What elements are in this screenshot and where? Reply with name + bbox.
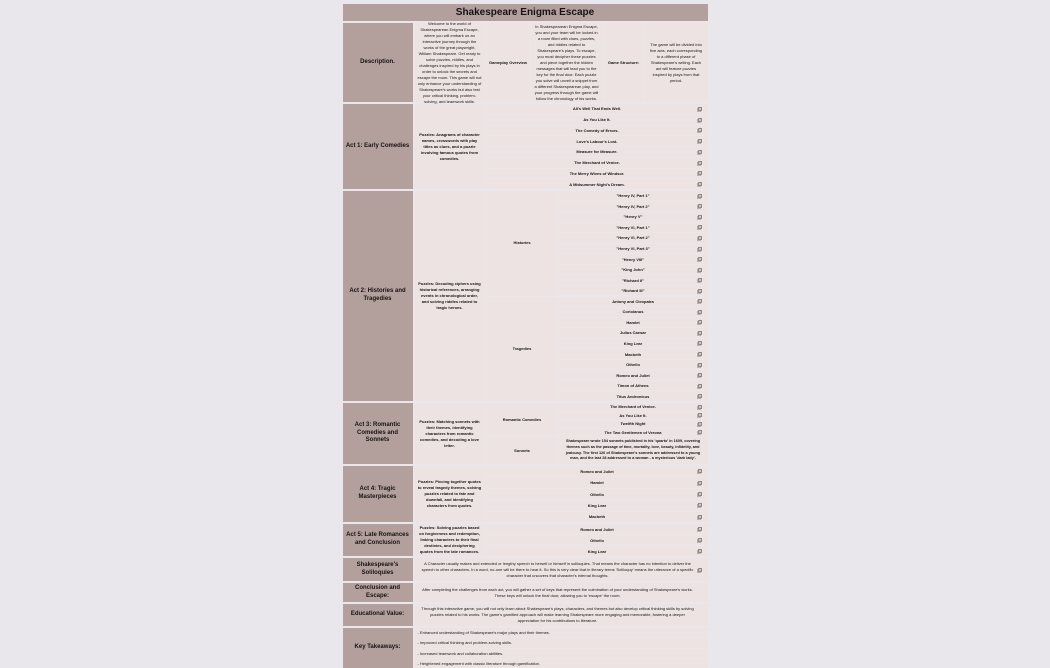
romantic-comedies-play-list	[559, 403, 708, 436]
play-title: "Henry IV, Part 1"	[616, 193, 650, 199]
takeaways-row	[343, 628, 708, 668]
play-row	[559, 349, 708, 359]
play-row	[559, 420, 708, 428]
play-row	[559, 191, 708, 201]
educational-label: Educational Value:	[343, 604, 413, 626]
conclusion-text: After completing the challenges from each act, you will gather a set of keys that represent the culmination of your understanding of Shakespeare's works. These keys will unlock the final door, allowing you to 'escape' the room.	[414, 583, 708, 602]
sonnets-label: Sonnets	[487, 437, 558, 464]
copy-icon[interactable]	[698, 352, 702, 356]
copy-icon[interactable]	[698, 171, 702, 175]
play-row	[559, 223, 708, 233]
play-title: Measure for Measure.	[576, 149, 618, 155]
play-row	[487, 104, 708, 114]
takeaway-item	[414, 638, 708, 647]
copy-icon[interactable]	[698, 204, 702, 208]
sonnets-group	[487, 437, 708, 464]
takeaway-text: - Heightened engagement with classic literature through gamification.	[417, 660, 541, 666]
act4-row	[343, 466, 708, 522]
play-title: The Comedy of Errors.	[575, 127, 619, 133]
takeaways-list	[414, 628, 708, 668]
copy-icon[interactable]	[698, 150, 702, 154]
shakespeare-enigma-table	[343, 4, 708, 668]
copy-icon[interactable]	[698, 331, 702, 335]
copy-icon[interactable]	[698, 503, 702, 507]
act3-puzzles-text: Puzzles: Matching sonnets with their themes, identifying characters from romantic comedies, and decoding a love letter.	[414, 403, 486, 464]
play-row	[559, 429, 708, 437]
play-title: "Henry VI, Part 2"	[616, 235, 650, 241]
copy-icon[interactable]	[698, 549, 702, 553]
act4-label: Act 4: Tragic Masterpieces	[343, 466, 413, 522]
play-title: "Richard II"	[621, 277, 645, 283]
play-row	[559, 318, 708, 328]
description-welcome-text: Welcome to the world of Shakespearean Enigma Escape, where you will embark on an interactive journey through the works of the great playwright, William Shakespeare. Get ready to solve puzzles, riddles, and challenges inspired by his plays in order to unlock the secrets and escape the room. This game will not only enhance your understanding of Shakespeare's works but also test your critical thinking, problem-solving, and teamwork skills.	[414, 23, 486, 102]
play-row	[559, 328, 708, 338]
copy-icon[interactable]	[698, 373, 702, 377]
copy-icon[interactable]	[698, 268, 702, 272]
play-title: Macbeth	[588, 514, 606, 520]
play-row	[559, 381, 708, 391]
educational-text: Through this interactive game, you will not only learn about Shakespeare's plays, characters, and themes but also develop critical thinking skills by solving puzzles related to his works. The game's gamified approach will make learning Shakespeare more engaging and memorable, fostering a deeper appreciation for his contributions to literature.	[414, 604, 708, 626]
copy-icon[interactable]	[698, 289, 702, 293]
copy-icon[interactable]	[698, 422, 702, 426]
act3-groups	[487, 403, 708, 464]
act3-row	[343, 403, 708, 464]
act5-row	[343, 524, 708, 556]
copy-icon[interactable]	[698, 413, 702, 417]
play-title: Coriolanus	[622, 309, 644, 315]
copy-icon[interactable]	[698, 320, 702, 324]
histories-play-list	[559, 191, 708, 296]
play-row	[559, 286, 708, 296]
play-title: "Richard III"	[621, 288, 645, 294]
play-title: Twelfth Night	[620, 421, 646, 427]
copy-icon[interactable]	[698, 515, 702, 519]
play-title: The Merchant of Venice.	[610, 404, 656, 410]
copy-icon[interactable]	[698, 492, 702, 496]
description-row	[343, 20, 708, 104]
play-row	[487, 546, 708, 556]
play-title: King Lear	[587, 548, 607, 554]
histories-label: Histories	[487, 191, 558, 296]
sonnets-text: Shakespeare wrote 154 sonnets published in his 'quarto' in 1609, covering themes such as the passage of time, mortality, love, beauty, infidelity, and jealousy. The first 126 of Shakespeare's sonnets are addressed to a young man, and the last 28 addressed to a woman - a mysterious 'dark lady'.	[559, 437, 708, 464]
copy-icon[interactable]	[698, 538, 702, 542]
copy-icon[interactable]	[698, 527, 702, 531]
play-title: Othello	[626, 362, 640, 368]
takeaways-label: Key Takeaways:	[343, 628, 413, 668]
act1-label: Act 1: Early Comedies	[343, 104, 413, 189]
copy-icon[interactable]	[698, 182, 702, 186]
takeaway-item	[414, 628, 708, 637]
act3-label: Act 3: Romantic Comedies and Sonnets	[343, 403, 413, 464]
play-title: As You Like It.	[583, 117, 611, 123]
gameplay-overview-text: In Shakespearean Enigma Escape, you and your team will be locked in a room filled with clues, puzzles, and riddles related to Shakespeare's plays. To escape, you must decipher these puzzles and piece together the hidden messages that will lead you to the key for the final door. Each puzzle you solve will unveil a snippet from a different Shakespearean play, and your progress through the game will follow the chronology of his works.	[531, 23, 603, 102]
play-row	[487, 500, 708, 510]
copy-icon[interactable]	[698, 299, 702, 303]
copy-icon[interactable]	[698, 481, 702, 485]
play-row	[559, 412, 708, 420]
play-row	[559, 265, 708, 275]
act4-puzzles-text: Puzzles: Piecing together quotes to reveal tragedy themes, solving puzzles related to fate and downfall, and identifying characters from quotes.	[414, 466, 486, 522]
game-structure-text: The game will be divided into five acts, each corresponding to a different phase of Shakespeare's writing. Each act will feature puzzles inspired by plays from that period.	[645, 23, 708, 102]
takeaway-item	[414, 659, 708, 668]
soliloquies-label: Shakespeare's Soliloquies	[343, 558, 413, 581]
play-row	[559, 307, 708, 317]
act1-row	[343, 104, 708, 189]
soliloquies-text: A Character usually makes and extended or lengthy speech to herself or himself in soliloquies. That means the character has no intention to deliver the speech to other characters. In a word, no-one will be there to hear it. So this is very clear that in literary terms 'Soliloquy' means the utterance of a specific character that uncovers that character's internal thoughts.	[421, 560, 694, 578]
play-row	[559, 391, 708, 401]
title-row	[343, 4, 708, 21]
act5-puzzles-text: Puzzles: Solving puzzles based on forgiveness and redemption, linking characters to their final destinies, and deciphering quotes from the late romances.	[414, 524, 486, 556]
play-row	[559, 233, 708, 243]
play-row	[487, 535, 708, 545]
play-title: The Merry Wives of Windsor.	[569, 170, 625, 176]
play-title: Love's Labour's Lost.	[576, 138, 618, 144]
soliloquies-row	[343, 558, 708, 581]
play-row	[559, 244, 708, 254]
romantic-comedies-group	[487, 403, 708, 436]
play-row	[559, 370, 708, 380]
play-row	[559, 297, 708, 307]
play-title: Macbeth	[624, 351, 642, 357]
play-row	[487, 512, 708, 522]
tragedies-group	[487, 297, 708, 402]
copy-icon[interactable]	[698, 118, 702, 122]
copy-icon[interactable]	[698, 278, 702, 282]
play-row	[487, 147, 708, 157]
play-title: Othello	[590, 491, 604, 497]
play-row	[559, 339, 708, 349]
act5-label: Act 5: Late Romances and Conclusion	[343, 524, 413, 556]
game-structure-label: Game Structure:	[604, 23, 644, 102]
gameplay-overview-label: Gameplay Overview	[487, 23, 530, 102]
copy-icon[interactable]	[698, 568, 702, 572]
play-title: Romeo and Juliet	[580, 526, 614, 532]
copy-icon[interactable]	[698, 257, 702, 261]
copy-icon[interactable]	[698, 128, 702, 132]
tragedies-play-list	[559, 297, 708, 402]
educational-row	[343, 604, 708, 626]
copy-icon[interactable]	[698, 394, 702, 398]
play-title: Hamlet	[590, 480, 604, 486]
play-row	[487, 126, 708, 136]
play-row	[559, 360, 708, 370]
play-title: "King John"	[621, 267, 645, 273]
copy-icon[interactable]	[698, 247, 702, 251]
play-title: Hamlet	[626, 319, 640, 325]
play-row	[487, 179, 708, 189]
act1-puzzles-text: Puzzles: Anagrams of character names, crosswords with play titles as clues, and a puzzle involving famous quotes from comedies.	[414, 104, 486, 189]
copy-icon[interactable]	[698, 310, 702, 314]
act1-play-list	[487, 104, 708, 189]
play-row	[487, 524, 708, 534]
copy-icon[interactable]	[698, 107, 702, 111]
play-row	[559, 254, 708, 264]
histories-group	[487, 191, 708, 296]
play-title: A Midsummer Night's Dream.	[569, 181, 625, 187]
play-title: Antony and Cleopatra	[612, 298, 654, 304]
play-title: King Lear	[623, 340, 643, 346]
play-row	[487, 158, 708, 168]
takeaway-text: - Improved critical thinking and problem-solving skills.	[417, 640, 512, 646]
copy-icon[interactable]	[698, 139, 702, 143]
play-row	[559, 275, 708, 285]
description-label: Description.	[343, 23, 413, 102]
tragedies-label: Tragedies	[487, 297, 558, 402]
romantic-comedies-label: Romantic Comedies	[487, 403, 558, 436]
play-title: Romeo and Juliet	[616, 372, 650, 378]
copy-icon[interactable]	[698, 225, 702, 229]
play-title: Julius Caesar	[619, 330, 646, 336]
play-title: King Lear	[587, 502, 607, 508]
play-title: "Henry VI, Part 1"	[616, 224, 650, 230]
play-title: The Two Gentlemen of Verona	[604, 429, 662, 435]
soliloquies-cell	[414, 558, 708, 581]
play-row	[487, 466, 708, 476]
play-title: "Henry IV, Part 2"	[616, 203, 650, 209]
play-title: "Henry V"	[623, 214, 643, 220]
copy-icon[interactable]	[698, 405, 702, 409]
conclusion-label: Conclusion and Escape:	[343, 583, 413, 602]
act2-groups	[487, 191, 708, 401]
copy-icon[interactable]	[698, 161, 702, 165]
play-title: As You Like It.	[619, 412, 647, 418]
copy-icon[interactable]	[698, 341, 702, 345]
copy-icon[interactable]	[698, 469, 702, 473]
conclusion-row	[343, 583, 708, 602]
play-row	[559, 403, 708, 411]
play-row	[559, 202, 708, 212]
play-row	[487, 477, 708, 487]
copy-icon[interactable]	[698, 363, 702, 367]
play-title: Timon of Athens	[617, 383, 649, 389]
takeaway-item	[414, 649, 708, 658]
copy-icon[interactable]	[698, 215, 702, 219]
play-row	[487, 136, 708, 146]
page-title: Shakespeare Enigma Escape	[343, 4, 708, 21]
copy-icon[interactable]	[698, 194, 702, 198]
act2-puzzles-text: Puzzles: Decoding ciphers using historical references, arranging events in chronological order, and solving riddles related to tragic heroes.	[414, 191, 486, 401]
act2-label: Act 2: Histories and Tragedies	[343, 191, 413, 401]
play-row	[487, 489, 708, 499]
copy-icon[interactable]	[698, 430, 702, 434]
play-title: Titus Andronicus	[616, 393, 650, 399]
play-title: "Henry VI, Part 3"	[616, 246, 650, 251]
play-title: All's Well That Ends Well.	[572, 106, 622, 112]
play-title: Othello	[590, 537, 604, 543]
takeaway-text: - Enhanced understanding of Shakespeare's major plays and their themes.	[417, 630, 550, 636]
play-title: "Henry VIII"	[621, 256, 645, 262]
act4-play-list	[487, 466, 708, 522]
play-row	[559, 212, 708, 222]
play-title: The Merchant of Venice.	[574, 160, 620, 166]
takeaway-text: - Increased teamwork and collaboration abilities.	[417, 650, 504, 656]
play-row	[487, 169, 708, 179]
copy-icon[interactable]	[698, 236, 702, 240]
copy-icon[interactable]	[698, 384, 702, 388]
act2-row	[343, 191, 708, 401]
act5-play-list	[487, 524, 708, 556]
play-row	[487, 115, 708, 125]
play-title: Romeo and Juliet	[580, 468, 614, 474]
